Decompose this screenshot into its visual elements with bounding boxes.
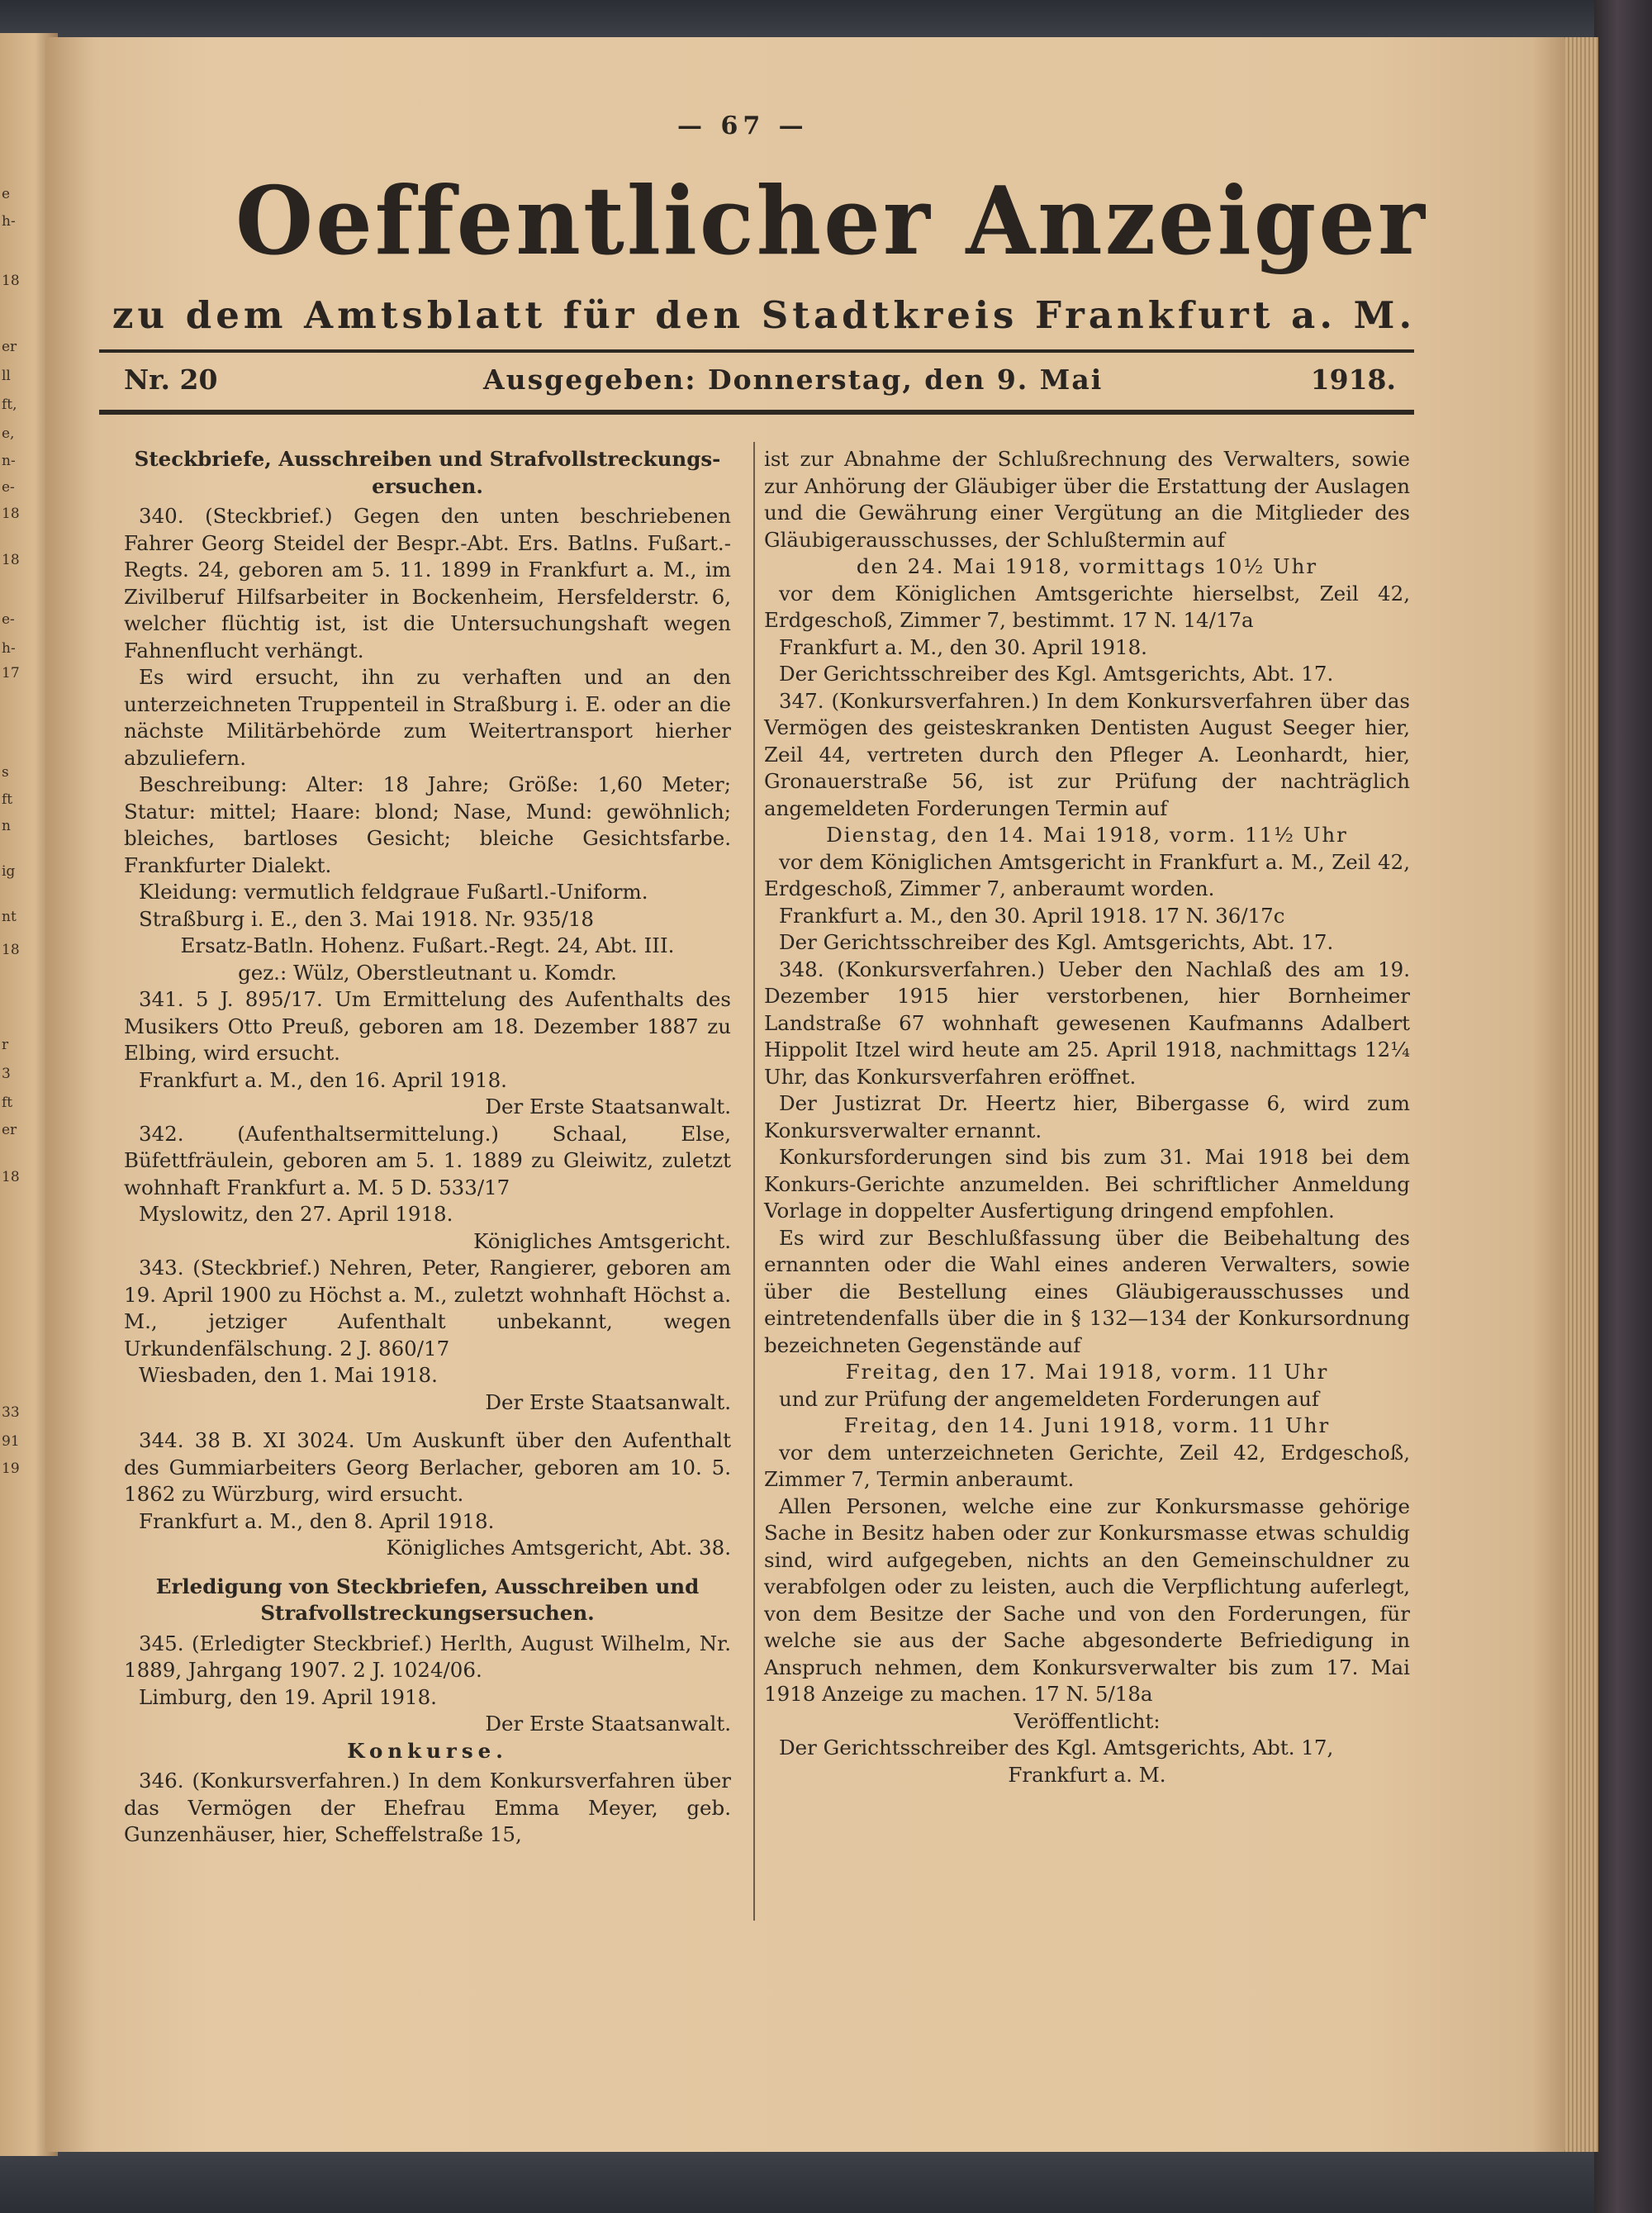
prev-page-fragment: s — [2, 764, 9, 781]
notice-date-line: Freitag, den 14. Juni 1918, vorm. 11 Uhr — [843, 1413, 1331, 1437]
issue-number: Nr. 20 — [124, 363, 218, 396]
notice-paragraph: Straßburg i. E., den 3. Mai 1918. Nr. 935/18 — [139, 906, 594, 931]
masthead-title: Oeffentlicher Anzeiger — [235, 166, 1427, 277]
prev-page-fragment: n — [2, 818, 11, 834]
prev-page-fragment: er — [2, 1122, 17, 1138]
notice-paragraph: ist zur Abnahme der Schlußrechnung des Verwalters, sowie zur Anhörung der Gläubiger über die Erstattung der Auslagen und die Gewährung einer Vergütung an die Mitglieder des Gläubigerausschusses, der Schlußtermin auf — [764, 447, 1410, 552]
book-cover-bottom — [0, 2148, 1652, 2213]
notice-signature: Königliches Amtsgericht, Abt. 38. — [386, 1536, 731, 1560]
prev-page-fragment: nt — [2, 909, 17, 925]
prev-page-fragment: ft — [2, 791, 13, 808]
prev-page-fragment: h- — [2, 640, 16, 657]
column-divider — [753, 442, 755, 1921]
prev-page-fragment: e — [2, 186, 11, 202]
notice-paragraph: und zur Prüfung der angemeldeten Forderungen auf — [779, 1386, 1319, 1411]
header-rule-bottom — [99, 410, 1414, 415]
notice-paragraph: Kleidung: vermutlich feldgraue Fußartl.-Uniform. — [139, 880, 648, 904]
prev-page-fragment: 19 — [2, 1460, 20, 1477]
prev-page-fragment: 91 — [2, 1433, 20, 1450]
notice-paragraph: 344. 38 B. XI 3024. Um Auskunft über den Aufenthalt des Gummiarbeiters Georg Berlacher, geboren am 10. 5. 1862 zu Würzburg, wird ersucht. — [124, 1428, 731, 1506]
prev-page-fragment: ft — [2, 1095, 13, 1111]
prev-page-fragment: 18 — [2, 552, 20, 568]
prev-page-fragment: n- — [2, 453, 16, 469]
notice-paragraph: Frankfurt a. M., den 8. April 1918. — [139, 1508, 495, 1533]
notice-line: Veröffentlicht: — [1014, 1708, 1161, 1733]
notice-signature: Der Erste Staatsanwalt. — [485, 1389, 731, 1414]
notice-paragraph: 348. (Konkursverfahren.) Ueber den Nachlaß des am 19. Dezember 1915 hier verstorbenen, hier Bornheimer Landstraße 67 wohnhaft gewesenen Kaufmanns Adalbert Hippolit Itzel wird heute am 25. April 1918, nachmittags 12¼ Uhr, das Konkursverfahren eröffnet. — [764, 957, 1410, 1089]
right-column — [764, 446, 1410, 1788]
section-heading: Erledigung von Steckbriefen, Ausschreiben und Strafvollstreckungsersuchen. — [155, 1574, 700, 1625]
prev-page-fragment: 33 — [2, 1404, 20, 1421]
notice-paragraph: vor dem Königlichen Amtsgericht in Frankfurt a. M., Zeil 42, Erdgeschoß, Zimmer 7, anberaumt worden. — [764, 849, 1410, 900]
section-heading: Konkurse. — [347, 1738, 508, 1763]
prev-page-fragment: e- — [2, 479, 15, 496]
section-heading: Steckbriefe, Ausschreiben und Strafvollstreckungs-ersuchen. — [134, 447, 721, 498]
notice-paragraph: 346. (Konkursverfahren.) In dem Konkursverfahren über das Vermögen der Ehefrau Emma Meyer, geb. Gunzenhäuser, hier, Scheffelstraße 15, — [124, 1769, 731, 1846]
notice-signature: Der Gerichtsschreiber des Kgl. Amtsgerichts, Abt. 17. — [779, 930, 1334, 954]
prev-page-fragment: ig — [2, 863, 16, 880]
notice-paragraph: vor dem Königlichen Amtsgerichte hierselbst, Zeil 42, Erdgeschoß, Zimmer 7, bestimmt. 17 N. 14/17a — [764, 581, 1410, 632]
notice-signature: Königliches Amtsgericht. — [473, 1228, 731, 1253]
notice-paragraph: Wiesbaden, den 1. Mai 1918. — [139, 1363, 438, 1387]
notice-paragraph: 343. (Steckbrief.) Nehren, Peter, Rangierer, geboren am 19. April 1900 zu Höchst a. M., zuletzt wohnhaft Höchst a. M., jetziger Aufenthalt unbekannt, wegen Urkundenfälschung. 2 J. 860/17 — [124, 1256, 731, 1361]
notice-signature: Der Erste Staatsanwalt. — [485, 1095, 731, 1118]
notice-paragraph: Frankfurt a. M., den 16. April 1918. — [139, 1067, 507, 1092]
notice-paragraph: 345. (Erledigter Steckbrief.) Herlth, August Wilhelm, Nr. 1889, Jahrgang 1907. 2 J. 1024/06. — [124, 1631, 731, 1682]
notice-line: Ersatz-Batln. Hohenz. Fußart.-Regt. 24, Abt. III. — [180, 933, 675, 957]
notice-date-line: Freitag, den 17. Mai 1918, vorm. 11 Uhr — [845, 1360, 1329, 1384]
notice-paragraph: 340. (Steckbrief.) Gegen den unten beschriebenen Fahrer Georg Steidel der Bespr.-Abt. Ers. Batlns. Fußart.-Regts. 24, geboren am 5. 11. 1899 in Frankfurt a. M., im Zivilberuf Hilfsarbeiter in Bockenheim, Hersfelderstr. 6, welcher flüchtig ist, ist die Untersuchungshaft wegen Fahnenflucht verhängt. — [124, 504, 731, 662]
prev-page-fragment: 17 — [2, 665, 20, 681]
prev-page-fragment: er — [2, 339, 17, 355]
prev-page-fragment: 18 — [2, 1169, 20, 1185]
page-number: — 67 — — [677, 112, 809, 140]
prev-page-fragment: ft, — [2, 397, 17, 413]
notice-paragraph: Limburg, den 19. April 1918. — [139, 1684, 437, 1709]
notice-paragraph: Frankfurt a. M., den 30. April 1918. — [779, 634, 1147, 659]
prev-page-fragment: ll — [2, 368, 11, 384]
prev-page-fragment: 18 — [2, 942, 20, 958]
notice-signature: Frankfurt a. M. — [1008, 1762, 1166, 1787]
notice-paragraph: Es wird zur Beschlußfassung über die Beibehaltung des ernannten oder die Wahl eines anderen Verwalters, sowie über die Bestellung eines Gläubigerausschusses und eintretendenfalls über die in § 132—134 der Konkursordnung bezeichneten Gegenstände auf — [764, 1225, 1410, 1357]
book-cover-top — [0, 0, 1652, 41]
left-column — [124, 446, 731, 1849]
notice-paragraph: 342. (Aufenthaltsermittelung.) Schaal, Else, Büfettfräulein, geboren am 5. 1. 1889 zu Gleiwitz, zuletzt wohnhaft Frankfurt a. M. 5 D. 533/17 — [124, 1121, 731, 1199]
notice-signature: Der Erste Staatsanwalt. — [485, 1712, 731, 1736]
issue-year: 1918. — [1310, 363, 1396, 396]
notice-paragraph: Konkursforderungen sind bis zum 31. Mai 1918 bei dem Konkurs-Gerichte anzumelden. Bei schriftlicher Anmeldung Vorlage in doppelter Ausfertigung dringend empfohlen. — [764, 1145, 1410, 1223]
notice-signature: Der Gerichtsschreiber des Kgl. Amtsgerichts, Abt. 17, — [779, 1736, 1334, 1759]
notice-paragraph: Der Justizrat Dr. Heertz hier, Bibergasse 6, wird zum Konkursverwalter ernannt. — [764, 1091, 1410, 1142]
notice-date-line: den 24. Mai 1918, vormittags 10½ Uhr — [856, 554, 1318, 578]
prev-page-fragment: h- — [2, 213, 16, 230]
notice-paragraph: Myslowitz, den 27. April 1918. — [139, 1202, 453, 1226]
masthead-subtitle: zu dem Amtsblatt für den Stadtkreis Frankfurt a. M. — [112, 293, 1417, 337]
notice-paragraph: Frankfurt a. M., den 30. April 1918. 17 N. 36/17c — [779, 903, 1285, 928]
book-cover-right — [1594, 0, 1652, 2213]
prev-page-fragment: e- — [2, 611, 15, 628]
prev-page-fragment: e, — [2, 425, 15, 442]
issue-line — [124, 363, 1396, 401]
notice-paragraph: Beschreibung: Alter: 18 Jahre; Größe: 1,60 Meter; Statur: mittel; Haare: blond; Nase, Mund: gewöhnlich; bleiches, bartloses Gesicht; bleiche Gesichtsfarbe. Frankfurter Dialekt. — [124, 772, 731, 877]
prev-page-fragment: 18 — [2, 506, 20, 522]
notice-signature: gez.: Wülz, Oberstleutnant u. Komdr. — [238, 960, 617, 985]
prev-page-fragment: 18 — [2, 273, 20, 289]
issue-date: Ausgegeben: Donnerstag, den 9. Mai — [483, 363, 1104, 396]
header-rule-top — [99, 349, 1414, 353]
notice-date-line: Dienstag, den 14. Mai 1918, vorm. 11½ Uhr — [826, 823, 1348, 847]
notice-paragraph: Allen Personen, welche eine zur Konkursmasse gehörige Sache in Besitz haben oder zur Konkursmasse etwas schuldig sind, wird aufgegeben, nichts an den Gemeinschuldner zu verabfolgen oder zu leisten, auch die Verpflichtung auferlegt, von dem Besitze der Sache und von den Forderungen, für welche sie aus der Sache abgesonderte Befriedigung in Anspruch nehmen, dem Konkursverwalter bis zum 17. Mai 1918 Anzeige zu machen. 17 N. 5/18a — [764, 1494, 1410, 1706]
notice-paragraph: 347. (Konkursverfahren.) In dem Konkursverfahren über das Vermögen des geisteskranken Dentisten August Seeger hier, Zeil 44, vertreten durch den Pfleger A. Leonhardt, hier, Gronauerstraße 56, ist zur Prüfung der nachträglich angemeldeten Forderungen Termin auf — [764, 688, 1410, 820]
prev-page-fragment: r — [2, 1037, 9, 1053]
notice-paragraph: 341. 5 J. 895/17. Um Ermittelung des Aufenthalts des Musikers Otto Preuß, geboren am 18. Dezember 1887 zu Elbing, wird ersucht. — [124, 987, 731, 1065]
notice-signature: Der Gerichtsschreiber des Kgl. Amtsgerichts, Abt. 17. — [779, 662, 1334, 686]
notice-paragraph: vor dem unterzeichneten Gerichte, Zeil 42, Erdgeschoß, Zimmer 7, Termin anberaumt. — [764, 1440, 1410, 1491]
prev-page-fragment: 3 — [2, 1066, 11, 1082]
notice-paragraph: Es wird ersucht, ihn zu verhaften und an den unterzeichneten Truppenteil in Straßburg i. E. oder an die nächste Militärbehörde zum Weitertransport hierher abzuliefern. — [124, 665, 731, 770]
